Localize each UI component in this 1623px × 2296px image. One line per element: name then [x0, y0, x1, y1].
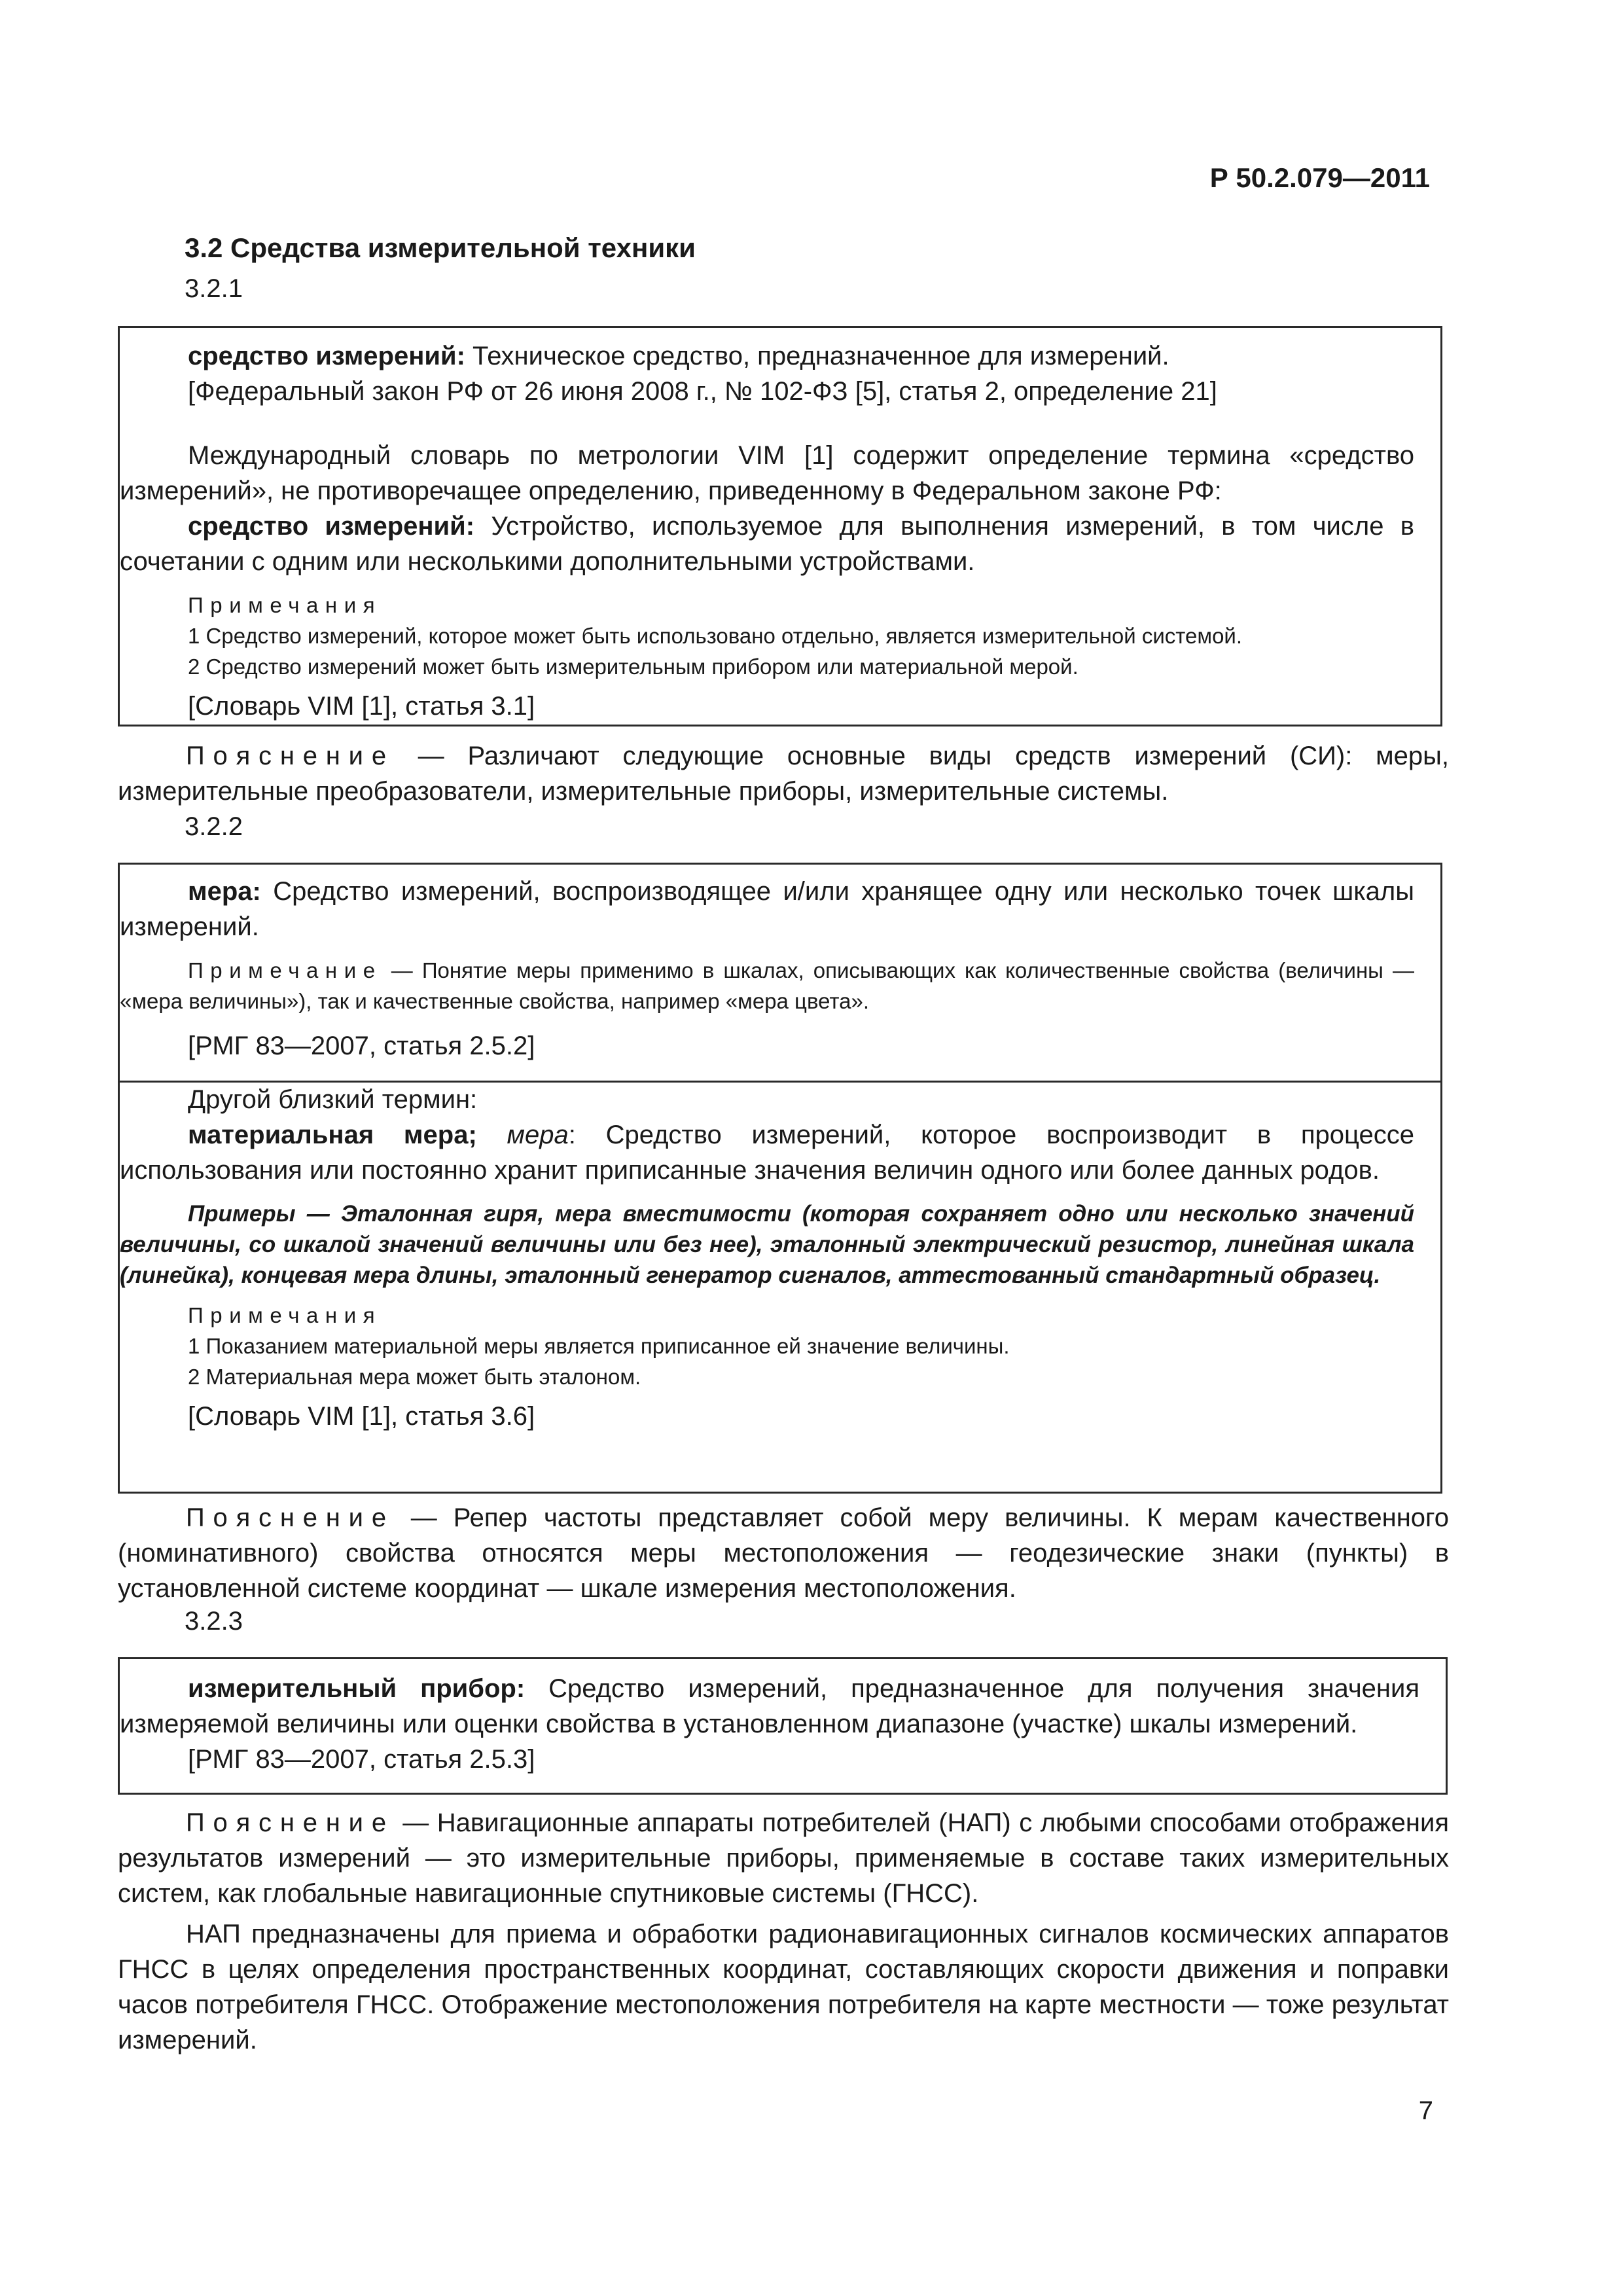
note-2: 2 Средство измерений может быть измерительным прибором или материальной мерой. [188, 655, 1079, 679]
note-label: Примечание [188, 958, 382, 982]
examples: Примеры — Эталонная гиря, мера вместимости (которая сохраняет одно или несколько значений величины, со шкалой значений величины или без нее), эталонный электрический резистор, линейная шкала (линейка), концевая мера длины, эталонный генератор сигналов, аттестованный стандартный образец. [120, 1201, 1414, 1288]
material-measure-definition [120, 1117, 1414, 1188]
term-measuring-device: измерительный прибор: [188, 1674, 526, 1703]
explanation-3-2-3 [118, 1805, 1449, 1911]
definition-text: Средство измерений, предназначенное для получения значения измеряемой величины или оценки свойства в установленном диапазоне (участке) шкалы измерений. [120, 1674, 1419, 1738]
material-measure-text: : Средство измерений, которое воспроизводит в процессе использования или постоянно хранит приписанные значения величин одного или более данных родов. [120, 1121, 1414, 1185]
explanation-label: Пояснение [186, 1503, 395, 1532]
explanation-text: — Навигационные аппараты потребителей (НАП) с любыми способами отображения результатов измерений — это измерительные приборы, применяемые в составе таких измерительных систем, как глобальные навигационные спутниковые системы (ГНСС). [118, 1808, 1449, 1908]
gnss-paragraph: НАП предназначены для приема и обработки радионавигационных сигналов космических аппаратов ГНСС в целях определения пространственных координат, составляющих скорости движения и поправки часов потребителя ГНСС. Отображение местоположения потребителя на карте местности — тоже результат измерений. [118, 1920, 1449, 2054]
measure-reference: [РМГ 83—2007, статья 2.5.2] [188, 1031, 535, 1060]
vim-definition-text: Устройство, используемое для выполнения измерений, в том числе в сочетании с одним или несколькими дополнительными устройствами. [120, 512, 1414, 576]
term-material-measure: материальная мера; [188, 1121, 477, 1149]
definition-reference: [РМГ 83—2007, статья 2.5.3] [188, 1745, 535, 1774]
definition-box-3-2-1 [118, 326, 1442, 726]
vim-intro: Международный словарь по метрологии VIM [1] содержит определение термина «средство измерений», не противоречащее определению, приведенному в Федеральном законе РФ: [120, 441, 1414, 505]
definition-text: Техническое средство, предназначенное для измерений. [465, 342, 1169, 370]
note-2: 2 Материальная мера может быть эталоном. [188, 1365, 641, 1389]
explanation-3-2-1 [118, 738, 1449, 809]
explanation-text: — Репер частоты представляет собой меру величины. К мерам качественного (номинативного) свойства относятся меры местоположения — геодезические знаки (пункты) в установленной системе координат — шкале измерения местоположения. [118, 1503, 1449, 1603]
note-1: 1 Показанием материальной меры является приписанное ей значение величины. [188, 1334, 1010, 1358]
explanation-text: — Различают следующие основные виды средств измерений (СИ): меры, измерительные преобразователи, измерительные приборы, измерительные системы. [118, 742, 1449, 806]
definition-3-2-1 [120, 338, 1414, 374]
clause-number-3-2-1: 3.2.1 [185, 274, 243, 303]
section-title: 3.2 Средства измерительной техники [185, 232, 696, 263]
notes-label: Примечания [188, 593, 382, 617]
explanation-label: Пояснение [186, 1808, 395, 1837]
explanation-3-2-2 [118, 1500, 1449, 1606]
notes-label: Примечания [188, 1303, 382, 1327]
definition-box-3-2-2 [118, 863, 1442, 1494]
definition-reference: [Федеральный закон РФ от 26 июня 2008 г., № 102-ФЗ [5], статья 2, определение 21] [188, 377, 1217, 406]
vim-reference: [Словарь VIM [1], статья 3.6] [188, 1402, 535, 1431]
definition-3-2-2 [120, 874, 1414, 944]
page-number: 7 [1418, 2096, 1433, 2125]
other-term-intro: Другой близкий термин: [188, 1085, 478, 1114]
measure-note [120, 955, 1414, 1016]
note-text: — Понятие меры применимо в шкалах, описывающих как количественные свойства (величины — «мера величины»), так и качественные свойства, например «мера цвета». [120, 958, 1414, 1013]
explanation-label: Пояснение [186, 742, 395, 770]
definition-3-2-3 [120, 1671, 1419, 1742]
definition-box-3-2-3 [118, 1657, 1448, 1795]
clause-number-3-2-2: 3.2.2 [185, 812, 243, 841]
document-code: Р 50.2.079—2011 [1209, 162, 1430, 193]
term-measure: мера: [188, 877, 261, 906]
note-1: 1 Средство измерений, которое может быть использовано отдельно, является измерительной системой. [188, 624, 1243, 648]
vim-term: средство измерений: [188, 512, 475, 541]
vim-reference: [Словарь VIM [1], статья 3.1] [188, 692, 535, 721]
vim-definition [120, 509, 1414, 579]
clause-number-3-2-3: 3.2.3 [185, 1607, 243, 1636]
definition-text: Средство измерений, воспроизводящее и/или хранящее одну или несколько точек шкалы измерений. [120, 877, 1414, 941]
term-synonym: мера [476, 1121, 569, 1149]
term-measuring-instrument: средство измерений: [188, 342, 465, 370]
box-divider [120, 1081, 1440, 1083]
